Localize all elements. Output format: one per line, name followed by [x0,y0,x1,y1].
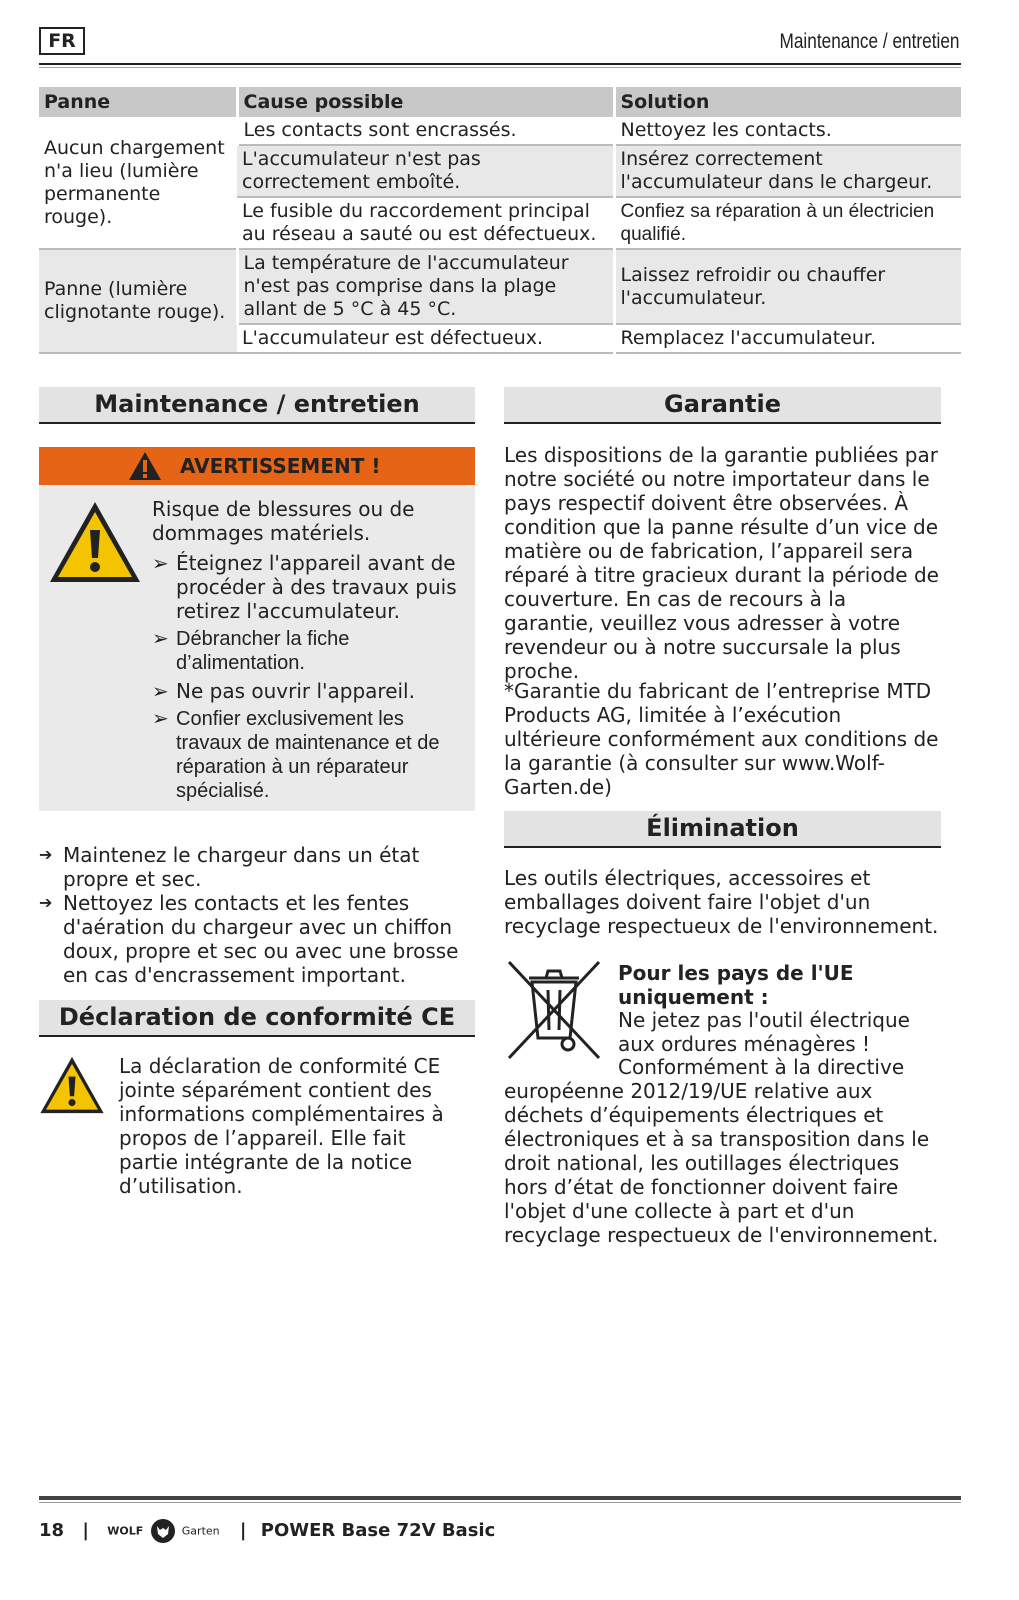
product-name: POWER Base 72V Basic [260,1520,496,1541]
footer: 18 | WOLF Garten | POWER Base 72V Basic [39,1518,495,1544]
solution-cell: Remplacez l'accumulateur. [614,324,961,353]
eu-text-2: Conformément à la directive européenne 2012/19/UE relative aux déchets d’équipements électriques et électroniques et à sa transposition dans le droit national, les outillages électriques hors d’état de fonctionner doivent faire l'objet d'une collecte à part et d'un recyclage respectueux de l'environnement. [504,1055,939,1247]
footer-rule-thin [39,1502,961,1503]
ce-hazard-icon [39,1055,105,1115]
warranty-heading: Garantie [504,387,941,424]
solution-cell: Confiez sa réparation à un électricien qualifié. [614,197,961,249]
cause-cell: La température de l'accumulateur n'est pas comprise dans la plage allant de 5 °C à 45 °C. [237,249,614,324]
warning-intro: Risque de blessures ou de dommages matériels. [152,497,415,545]
warning-box [39,485,475,811]
list-item: ➢ Ne pas ouvrir l'appareil. [152,679,415,703]
list-item: ➔ Nettoyez les contacts et les fentes d'aération du chargeur avec un chiffon doux, propre et sec ou avec une brosse en cas d'encrassement important. [39,891,459,987]
solution-cell: Laissez refroidir ou chauffer l'accumulateur. [614,249,961,324]
ce-text: La déclaration de conformité CE jointe séparément contient des informations complémentaires à propos de l’appareil. Elle fait partie intégrante de la notice d’utilisation. [119,1054,444,1198]
language-badge: FR [39,27,85,55]
header-section-title: Maintenance / entretien [779,30,959,53]
brand-left: WOLF [107,1524,144,1538]
arrow-bullet-icon: ➢ [152,628,169,650]
crossed-bin-icon [504,960,604,1060]
column-header-cause: Cause possible [237,87,614,117]
header-rule-thin [39,67,961,68]
warning-banner [39,447,475,485]
list-item: ➢ Éteignez l'appareil avant de procéder à des travaux puis retirez l'accumulateur. [152,551,457,623]
cause-cell: L'accumulateur n'est pas correctement emboîté. [237,145,614,197]
solution-cell: Insérez correctement l'accumulateur dans le chargeur. [614,145,961,197]
cause-cell: Le fusible du raccordement principal au réseau a sauté ou est défectueux. [237,197,614,249]
header-rule [39,63,961,65]
page-number: 18 [39,1520,65,1541]
ce-heading: Déclaration de conformité CE [39,1000,475,1037]
arrow-right-icon: ➔ [39,893,53,912]
warning-label: AVERTISSEMENT ! [180,454,381,478]
eu-text-1: Ne jetez pas l'outil électrique aux ordures ménagères ! [618,1008,910,1056]
arrow-right-icon: ➔ [39,845,53,864]
warning-hazard-icon [48,500,142,584]
arrow-bullet-icon: ➢ [152,679,169,703]
list-item: ➔ Maintenez le chargeur dans un état propre et sec. [39,843,420,891]
disposal-heading: Élimination [504,811,941,848]
eu-heading: Pour les pays de l'UE uniquement : [618,961,854,1009]
arrow-bullet-icon: ➢ [152,551,169,575]
table-row [39,117,961,145]
warning-triangle-small-icon [128,451,162,481]
wolf-logo-icon [150,1518,176,1544]
warranty-text: Les dispositions de la garantie publiées par notre société ou notre importateur dans le pays respectif doivent être observées. À condition que la panne résulte d’un vice de matière ou de fabrication, l’appareil sera réparé à titre gracieux durant la période de couverture. En cas de recours à la garantie, veuillez vous adresser à votre revendeur ou à notre succursale la plus proche. [504,443,939,683]
troubleshooting-table [39,87,961,354]
table-header-row [39,87,961,117]
footer-rule [39,1496,961,1500]
warning-list [152,551,472,807]
fault-cell: Aucun chargement n'a lieu (lumière permanente rouge). [39,117,237,249]
brand-right: Garten [181,1524,220,1538]
fault-cell: Panne (lumière clignotante rouge). [39,249,237,353]
table-row [39,249,961,324]
maintenance-actions [39,843,475,987]
disposal-text: Les outils électriques, accessoires et emballages doivent faire l'objet d'un recyclage respectueux de l'environnement. [504,866,939,938]
arrow-bullet-icon: ➢ [152,708,169,730]
column-header-fault: Panne [39,87,237,117]
maintenance-heading: Maintenance / entretien [39,387,475,424]
cause-cell: L'accumulateur est défectueux. [237,324,614,353]
column-header-solution: Solution [614,87,961,117]
list-item: ➢ Débrancher la fiche d’alimentation. [152,628,350,674]
list-item: ➢ Confier exclusivement les travaux de maintenance et de réparation à un réparateur spécialisé. [152,708,440,802]
solution-cell: Nettoyez les contacts. [614,117,961,145]
cause-cell: Les contacts sont encrassés. [237,117,614,145]
warranty-note: *Garantie du fabricant de l’entreprise MTD Products AG, limitée à l’exécution ultérieure conformément aux conditions de la garantie (à consulter sur www.Wolf-Garten.de) [504,679,939,799]
